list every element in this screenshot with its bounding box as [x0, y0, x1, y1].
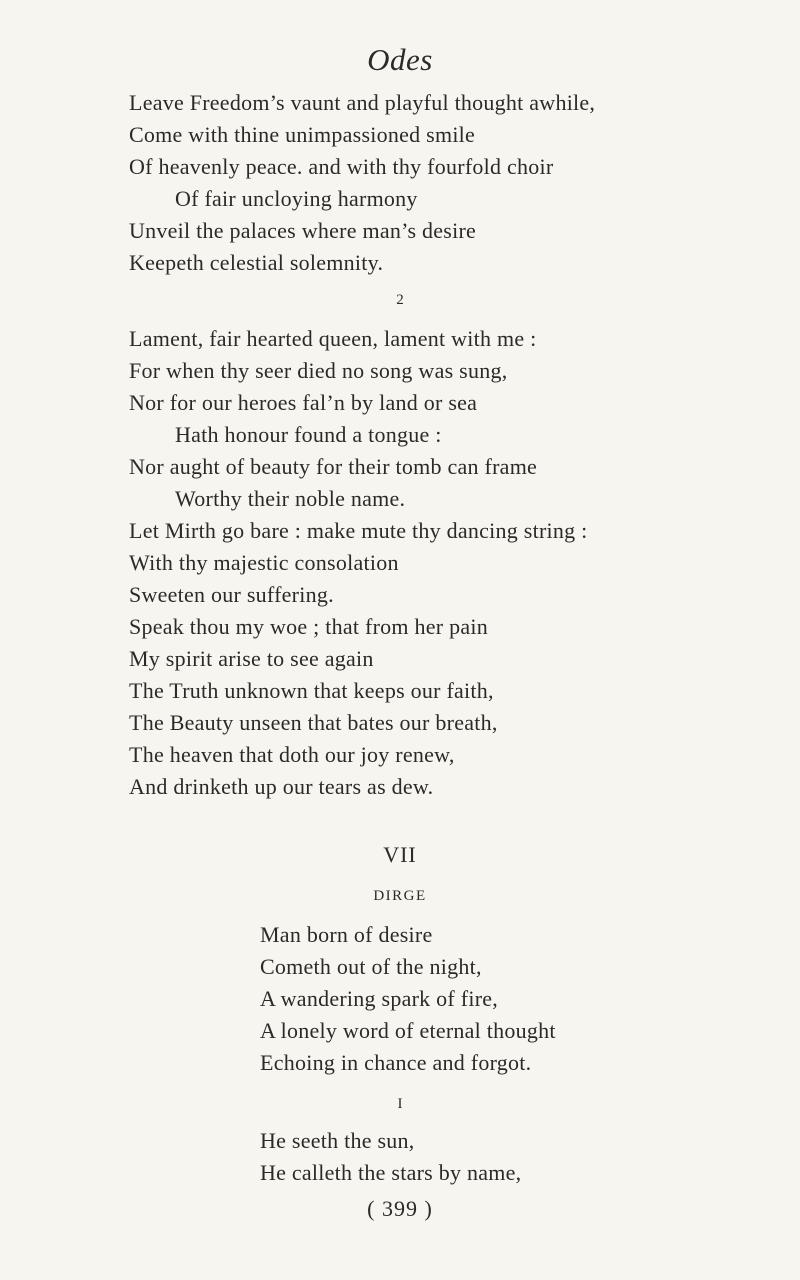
page-number: ( 399 )	[367, 1196, 433, 1221]
verse-line: Let Mirth go bare : make mute thy dancing string :	[129, 518, 588, 543]
verse-line: My spirit arise to see again	[129, 646, 374, 671]
verse-line: Of heavenly peace. and with thy fourfold choir	[129, 154, 554, 179]
verse-line: Leave Freedom’s vaunt and playful thought awhile,	[129, 90, 596, 115]
verse-line: Echoing in chance and forgot.	[260, 1050, 532, 1075]
verse-line: Man born of desire	[260, 922, 433, 947]
verse-line: Speak thou my woe ; that from her pain	[129, 614, 488, 639]
verse-line: Nor for our heroes fal’n by land or sea	[129, 390, 478, 415]
verse-line: Come with thine unimpassioned smile	[129, 122, 476, 147]
stanza-number: I	[397, 1096, 403, 1112]
verse-line: The Beauty unseen that bates our breath,	[129, 710, 498, 735]
verse-line: With thy majestic consolation	[129, 550, 399, 575]
verse-line: And drinketh up our tears as dew.	[129, 774, 434, 799]
verse-line: Of fair uncloying harmony	[175, 186, 418, 211]
verse-line: Unveil the palaces where man’s desire	[129, 218, 477, 243]
verse-line: Sweeten our suffering.	[129, 582, 334, 607]
stanza-number: 2	[396, 292, 404, 308]
verse-line: A wandering spark of fire,	[260, 986, 499, 1011]
verse-line: He calleth the stars by name,	[260, 1160, 522, 1185]
running-head: Odes	[367, 42, 433, 77]
verse-line: Hath honour found a tongue :	[175, 422, 442, 447]
verse-line: A lonely word of eternal thought	[260, 1018, 556, 1043]
verse-line: The heaven that doth our joy renew,	[129, 742, 455, 767]
verse-line: For when thy seer died no song was sung,	[129, 358, 508, 383]
verse-line: Worthy their noble name.	[175, 486, 406, 511]
verse-line: He seeth the sun,	[260, 1128, 415, 1153]
verse-line: Nor aught of beauty for their tomb can frame	[129, 454, 538, 479]
verse-line: Lament, fair hearted queen, lament with me :	[129, 326, 537, 351]
section-number: VII	[383, 842, 417, 867]
verse-line: The Truth unknown that keeps our faith,	[129, 678, 494, 703]
verse-line: Keepeth celestial solemnity.	[129, 250, 384, 275]
verse-line: Cometh out of the night,	[260, 954, 482, 979]
poem-title: DIRGE	[373, 888, 427, 904]
